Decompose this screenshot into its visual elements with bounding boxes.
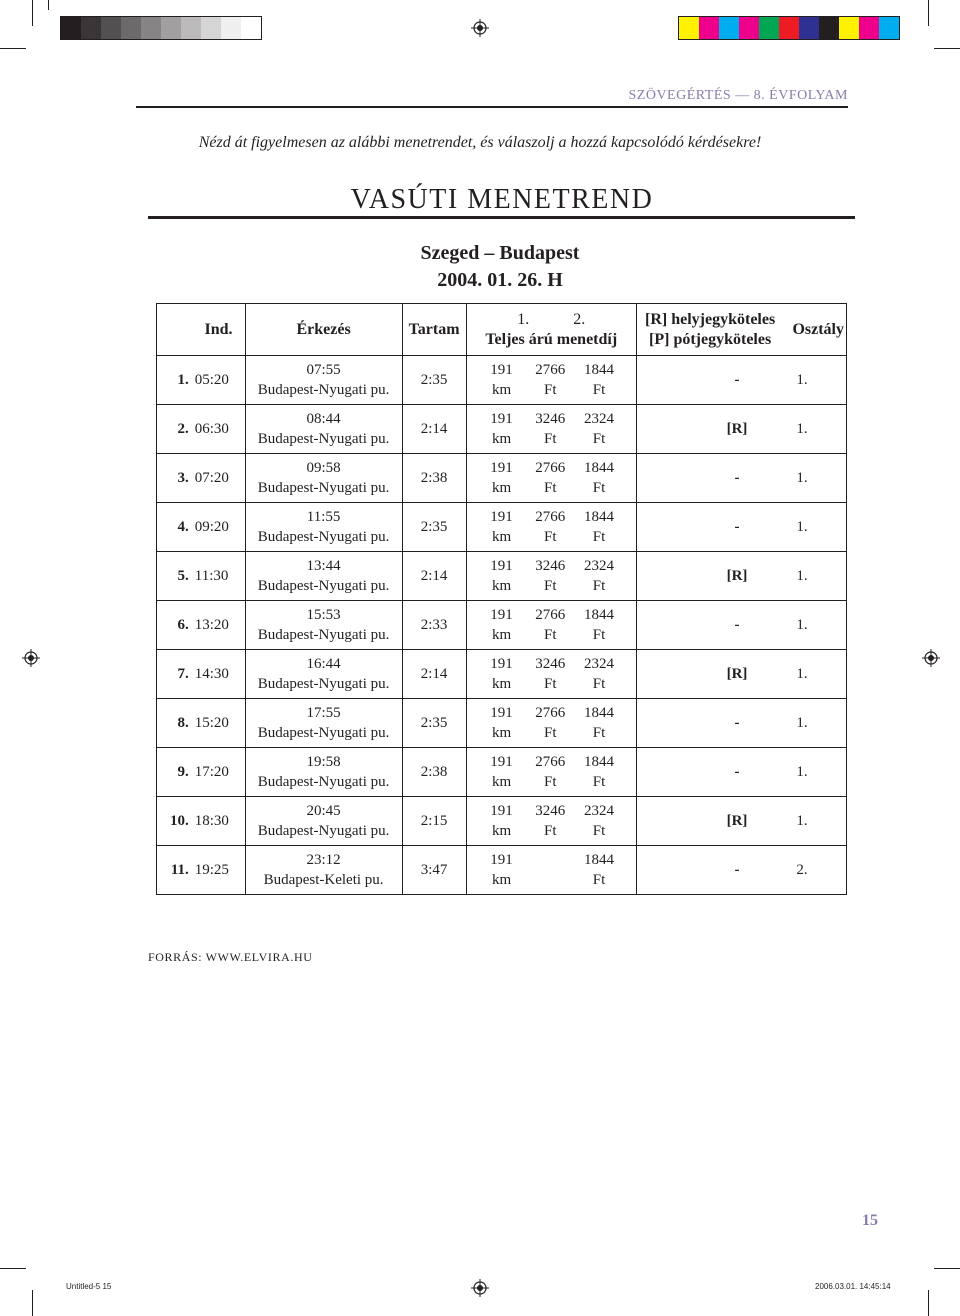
fare-class-1-unit: Ft xyxy=(544,431,557,447)
arrival-time: 09:58 xyxy=(306,460,341,476)
fare-class-2-unit: Ft xyxy=(592,774,606,790)
crop-mark xyxy=(0,1268,26,1269)
arrival-time: 23:12 xyxy=(306,852,341,868)
arrival-station: Budapest-Nyugati pu. xyxy=(257,627,390,643)
timetable-body xyxy=(157,356,847,895)
fare-cell xyxy=(466,650,636,699)
notes-cell xyxy=(637,797,847,846)
fare-class-2: 2324 xyxy=(584,803,614,819)
train-number: 8. xyxy=(177,715,189,731)
fare-cell xyxy=(466,846,636,895)
reservation-note: - xyxy=(734,372,740,388)
arrival-station: Budapest-Nyugati pu. xyxy=(257,480,390,496)
departure-cell xyxy=(157,503,246,552)
arrival-cell xyxy=(245,405,402,454)
page-title: VASÚTI MENETREND xyxy=(350,184,654,215)
section-rule xyxy=(136,106,848,108)
train-number: 7. xyxy=(177,666,189,682)
fare-class-2: 1844 xyxy=(584,509,614,525)
departure-cell xyxy=(157,846,246,895)
duration-cell: 2:35 xyxy=(402,503,466,552)
travel-class: 2. xyxy=(796,862,808,878)
fare-cell xyxy=(466,356,636,405)
arrival-cell xyxy=(245,552,402,601)
fare-class-1-unit: Ft xyxy=(544,382,557,398)
distance-unit: km xyxy=(491,627,512,643)
color-swatch xyxy=(719,17,739,39)
intro-text: Nézd át figyelmesen az alábbi menetrendet, és válaszolj a hozzá kapcsolódó kérdésekre! xyxy=(198,134,762,151)
departure-cell xyxy=(157,650,246,699)
section-header: SZÖVEGÉRTÉS — 8. ÉVFOLYAM xyxy=(628,88,848,103)
fare-class-2: 1844 xyxy=(584,460,614,476)
departure-cell xyxy=(157,356,246,405)
arrival-time: 19:58 xyxy=(306,754,341,770)
slug-date: 2006.03.01. 14:45:14 xyxy=(815,1282,891,1291)
duration-cell: 2:38 xyxy=(402,748,466,797)
color-swatch xyxy=(61,17,81,39)
fare-class-1: 2766 xyxy=(535,509,566,525)
arrival-time: 11:55 xyxy=(306,509,341,525)
reservation-note: [R] xyxy=(726,813,748,829)
color-swatch xyxy=(679,17,699,39)
fare-class-2-unit: Ft xyxy=(592,480,606,496)
reservation-note: - xyxy=(734,470,740,486)
departure-cell xyxy=(157,748,246,797)
travel-class: 1. xyxy=(796,421,808,437)
arrival-cell xyxy=(245,601,402,650)
distance: 191 xyxy=(490,607,513,623)
arrival-cell xyxy=(245,503,402,552)
fare-class-1: 3246 xyxy=(535,803,566,819)
fare-class-1-unit: Ft xyxy=(544,823,557,839)
fare-class-1-unit: Ft xyxy=(544,774,557,790)
fare-class-1-unit: Ft xyxy=(544,725,557,741)
color-swatch xyxy=(101,17,121,39)
route-heading xyxy=(360,240,640,294)
departure-time: 05:20 xyxy=(194,372,229,388)
notes-cell xyxy=(637,846,847,895)
duration-cell: 2:14 xyxy=(402,405,466,454)
fare-class-1-unit: Ft xyxy=(544,480,557,496)
train-number: 2. xyxy=(177,421,189,437)
distance: 191 xyxy=(490,656,513,672)
route-date: 2004. 01. 26. H xyxy=(437,269,563,291)
crop-mark xyxy=(48,0,49,10)
distance-unit: km xyxy=(491,431,512,447)
distance-unit: km xyxy=(491,774,512,790)
fare-class-1-unit: Ft xyxy=(544,676,557,692)
notes-cell xyxy=(637,748,847,797)
header-reservation: [R] helyjegyköteles xyxy=(645,310,776,328)
registration-mark-icon xyxy=(471,1279,489,1297)
arrival-cell xyxy=(245,454,402,503)
crop-mark xyxy=(934,1268,960,1269)
train-number: 11. xyxy=(170,862,189,878)
fare-class-2-unit: Ft xyxy=(592,676,606,692)
fare-class-1-unit: Ft xyxy=(544,627,557,643)
header-supplement: [P] pótjegyköteles xyxy=(649,330,772,348)
duration-cell: 2:35 xyxy=(402,699,466,748)
color-swatch xyxy=(819,17,839,39)
table-row xyxy=(157,405,847,454)
departure-time: 09:20 xyxy=(194,519,229,535)
reservation-note: - xyxy=(734,764,740,780)
departure-time: 18:30 xyxy=(194,813,229,829)
travel-class: 1. xyxy=(796,617,808,633)
reservation-note: [R] xyxy=(726,421,748,437)
departure-time: 17:20 xyxy=(194,764,229,780)
header-class: Osztály xyxy=(792,320,844,338)
notes-cell xyxy=(637,552,847,601)
departure-time: 13:20 xyxy=(194,617,229,633)
color-swatch xyxy=(839,17,859,39)
duration-cell: 2:35 xyxy=(402,356,466,405)
travel-class: 1. xyxy=(796,372,808,388)
distance-unit: km xyxy=(491,578,512,594)
duration-cell: 2:15 xyxy=(402,797,466,846)
color-swatch xyxy=(221,17,241,39)
arrival-cell xyxy=(245,748,402,797)
fare-cell xyxy=(466,503,636,552)
train-number: 3. xyxy=(177,470,189,486)
arrival-station: Budapest-Nyugati pu. xyxy=(257,578,390,594)
distance-unit: km xyxy=(491,529,512,545)
arrival-station: Budapest-Nyugati pu. xyxy=(257,382,390,398)
arrival-station: Budapest-Nyugati pu. xyxy=(257,725,390,741)
train-number: 4. xyxy=(177,519,189,535)
fare-cell xyxy=(466,454,636,503)
fare-class-2: 2324 xyxy=(584,656,614,672)
arrival-time: 07:55 xyxy=(306,362,341,378)
page-number: 15 xyxy=(862,1212,878,1229)
timetable xyxy=(156,303,847,895)
fare-class-2-unit: Ft xyxy=(592,872,606,888)
distance: 191 xyxy=(490,411,513,427)
reservation-note: [R] xyxy=(726,666,748,682)
crop-mark xyxy=(934,48,960,49)
train-number: 5. xyxy=(177,568,189,584)
arrival-station: Budapest-Nyugati pu. xyxy=(257,431,390,447)
distance-unit: km xyxy=(491,872,512,888)
fare-class-2: 1844 xyxy=(584,852,614,868)
table-header-row xyxy=(157,304,847,356)
notes-cell xyxy=(637,454,847,503)
arrival-cell xyxy=(245,846,402,895)
fare-class-2: 2324 xyxy=(584,558,614,574)
reservation-note: - xyxy=(734,862,740,878)
header-fare xyxy=(466,304,636,356)
fare-class-2-unit: Ft xyxy=(592,725,606,741)
travel-class: 1. xyxy=(796,519,808,535)
table-row xyxy=(157,552,847,601)
arrival-cell xyxy=(245,356,402,405)
header-duration: Tartam xyxy=(402,304,466,356)
crop-mark xyxy=(32,1290,33,1316)
registration-mark-icon xyxy=(922,649,940,667)
departure-cell xyxy=(157,405,246,454)
duration-cell: 2:38 xyxy=(402,454,466,503)
reservation-note: [R] xyxy=(726,568,748,584)
color-swatch xyxy=(799,17,819,39)
arrival-station: Budapest-Nyugati pu. xyxy=(257,529,390,545)
departure-time: 06:30 xyxy=(194,421,229,437)
arrival-time: 13:44 xyxy=(306,558,341,574)
fare-class-1: 3246 xyxy=(535,411,566,427)
header-arrival: Érkezés xyxy=(245,304,402,356)
title-rule xyxy=(148,216,855,219)
table-row xyxy=(157,650,847,699)
fare-class-2-unit: Ft xyxy=(592,431,606,447)
distance-unit: km xyxy=(491,823,512,839)
notes-cell xyxy=(637,405,847,454)
train-number: 6. xyxy=(177,617,189,633)
fare-class-1: 2766 xyxy=(535,705,566,721)
distance: 191 xyxy=(490,460,513,476)
color-swatch xyxy=(181,17,201,39)
header-fare-classes xyxy=(467,310,636,330)
color-swatch xyxy=(201,17,221,39)
notes-cell xyxy=(637,503,847,552)
train-number: 1. xyxy=(177,372,189,388)
duration-cell: 2:14 xyxy=(402,650,466,699)
crop-mark xyxy=(0,48,26,49)
table-row xyxy=(157,846,847,895)
departure-cell xyxy=(157,601,246,650)
table-row xyxy=(157,748,847,797)
duration-cell: 3:47 xyxy=(402,846,466,895)
notes-cell xyxy=(637,699,847,748)
arrival-cell xyxy=(245,650,402,699)
table-row xyxy=(157,503,847,552)
distance-unit: km xyxy=(491,382,512,398)
fare-class-2-unit: Ft xyxy=(592,823,606,839)
travel-class: 1. xyxy=(796,666,808,682)
distance-unit: km xyxy=(491,725,512,741)
color-swatch xyxy=(739,17,759,39)
fare-class-1: 3246 xyxy=(535,656,566,672)
departure-cell xyxy=(157,454,246,503)
reservation-note: - xyxy=(734,715,740,731)
departure-cell xyxy=(157,552,246,601)
slug-file: Untitled-5 15 xyxy=(66,1282,112,1291)
header-fare-label: Teljes árú menetdíj xyxy=(485,330,618,348)
travel-class: 1. xyxy=(796,715,808,731)
color-swatch xyxy=(161,17,181,39)
departure-time: 15:20 xyxy=(194,715,229,731)
color-swatch xyxy=(241,17,261,39)
registration-mark-icon xyxy=(22,649,40,667)
fare-class-2: 2324 xyxy=(584,411,614,427)
table-row xyxy=(157,454,847,503)
color-swatch xyxy=(699,17,719,39)
distance: 191 xyxy=(490,852,513,868)
travel-class: 1. xyxy=(796,813,808,829)
fare-class-1-unit: Ft xyxy=(544,529,557,545)
arrival-station: Budapest-Nyugati pu. xyxy=(257,823,390,839)
departure-cell xyxy=(157,797,246,846)
arrival-time: 20:45 xyxy=(306,803,341,819)
color-swatch xyxy=(779,17,799,39)
fare-class-1: 3246 xyxy=(535,558,566,574)
crop-mark xyxy=(32,0,33,26)
greyscale-bar xyxy=(60,16,262,40)
travel-class: 1. xyxy=(796,764,808,780)
duration-cell: 2:33 xyxy=(402,601,466,650)
departure-time: 07:20 xyxy=(194,470,229,486)
color-swatch xyxy=(81,17,101,39)
arrival-cell xyxy=(245,699,402,748)
table-row xyxy=(157,797,847,846)
color-bar xyxy=(678,16,900,40)
color-swatch xyxy=(141,17,161,39)
fare-cell xyxy=(466,797,636,846)
fare-class-2: 1844 xyxy=(584,754,614,770)
table-row xyxy=(157,601,847,650)
fare-class-2: 1844 xyxy=(584,705,614,721)
color-swatch xyxy=(879,17,899,39)
fare-cell xyxy=(466,699,636,748)
reservation-note: - xyxy=(734,519,740,535)
header-class-2: 2. xyxy=(573,310,586,328)
arrival-cell xyxy=(245,797,402,846)
arrival-time: 16:44 xyxy=(306,656,341,672)
color-swatch xyxy=(759,17,779,39)
distance-unit: km xyxy=(491,676,512,692)
source-citation: FORRÁS: WWW.ELVIRA.HU xyxy=(148,950,313,964)
fare-class-1-unit: Ft xyxy=(544,578,557,594)
arrival-station: Budapest-Nyugati pu. xyxy=(257,676,390,692)
table-row xyxy=(157,699,847,748)
fare-cell xyxy=(466,601,636,650)
fare-cell xyxy=(466,405,636,454)
departure-time: 19:25 xyxy=(194,862,229,878)
fare-class-2-unit: Ft xyxy=(592,578,606,594)
fare-class-1: 2766 xyxy=(535,754,566,770)
travel-class: 1. xyxy=(796,470,808,486)
color-swatch xyxy=(859,17,879,39)
arrival-time: 17:55 xyxy=(306,705,341,721)
fare-cell xyxy=(466,748,636,797)
fare-class-1: 2766 xyxy=(535,362,566,378)
arrival-time: 08:44 xyxy=(306,411,341,427)
departure-time: 11:30 xyxy=(194,568,229,584)
distance: 191 xyxy=(490,754,513,770)
duration-cell: 2:14 xyxy=(402,552,466,601)
route-line: Szeged – Budapest xyxy=(420,242,580,264)
header-class-1: 1. xyxy=(517,310,530,328)
fare-cell xyxy=(466,552,636,601)
crop-mark xyxy=(928,0,929,26)
distance: 191 xyxy=(490,362,513,378)
distance-unit: km xyxy=(491,480,512,496)
reservation-note: - xyxy=(734,617,740,633)
fare-class-2: 1844 xyxy=(584,607,614,623)
fare-class-2-unit: Ft xyxy=(592,529,606,545)
crop-mark xyxy=(928,1290,929,1316)
distance: 191 xyxy=(490,803,513,819)
departure-cell xyxy=(157,699,246,748)
train-number: 10. xyxy=(170,813,189,829)
arrival-time: 15:53 xyxy=(306,607,341,623)
color-swatch xyxy=(121,17,141,39)
table-row xyxy=(157,356,847,405)
arrival-station: Budapest-Nyugati pu. xyxy=(257,774,390,790)
distance: 191 xyxy=(490,558,513,574)
notes-cell xyxy=(637,356,847,405)
departure-time: 14:30 xyxy=(194,666,229,682)
fare-class-1: 2766 xyxy=(535,460,566,476)
distance: 191 xyxy=(490,509,513,525)
fare-class-2: 1844 xyxy=(584,362,614,378)
travel-class: 1. xyxy=(796,568,808,584)
header-notes xyxy=(637,304,847,356)
fare-class-1: 2766 xyxy=(535,607,566,623)
distance: 191 xyxy=(490,705,513,721)
notes-cell xyxy=(637,601,847,650)
fare-class-2-unit: Ft xyxy=(592,382,606,398)
train-number: 9. xyxy=(177,764,189,780)
arrival-station: Budapest-Keleti pu. xyxy=(263,872,384,888)
notes-cell xyxy=(637,650,847,699)
registration-mark-icon xyxy=(471,19,489,37)
header-departure: Ind. xyxy=(157,304,246,356)
fare-class-2-unit: Ft xyxy=(592,627,606,643)
